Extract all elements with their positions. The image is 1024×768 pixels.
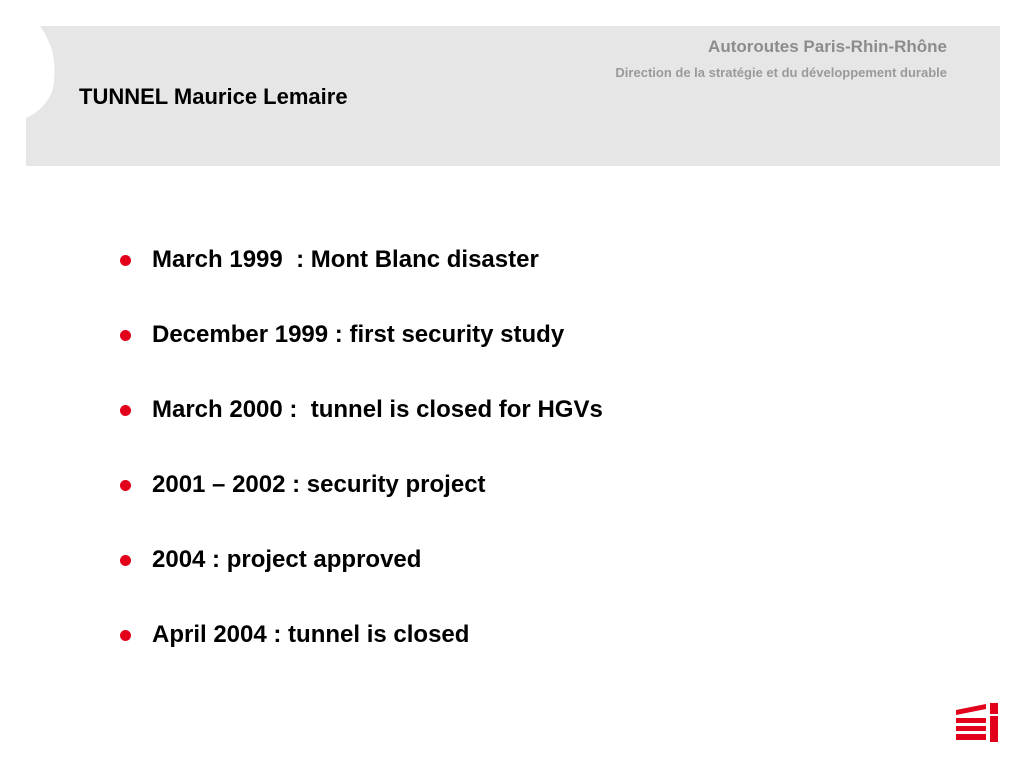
bullet-item: [120, 468, 603, 543]
red-dot-icon: [120, 330, 131, 341]
red-dot-icon: [120, 630, 131, 641]
slide-title: TUNNEL Maurice Lemaire: [79, 84, 348, 109]
bullet-item: [120, 243, 603, 318]
department-name: Direction de la stratégie et du développement durable: [615, 65, 947, 80]
bullet-item: [120, 543, 603, 618]
bullet-text: December 1999 : first security study: [152, 321, 565, 348]
bullet-text: March 2000 : tunnel is closed for HGVs: [152, 396, 603, 423]
bullet-text: March 1999 : Mont Blanc disaster: [152, 246, 539, 273]
bullet-item: [120, 618, 603, 693]
header-band: [0, 0, 1024, 170]
bullet-list: [120, 243, 603, 693]
red-dot-icon: [120, 555, 131, 566]
bullet-item: [120, 318, 603, 393]
bullet-text: 2001 – 2002 : security project: [152, 471, 486, 498]
red-dot-icon: [120, 255, 131, 266]
red-dot-icon: [120, 405, 131, 416]
company-name: Autoroutes Paris-Rhin-Rhône: [708, 37, 947, 56]
bullet-text: 2004 : project approved: [152, 546, 422, 573]
bullet-text: April 2004 : tunnel is closed: [152, 621, 470, 648]
bullet-item: [120, 393, 603, 468]
aprr-logo-icon: [952, 700, 1002, 746]
red-dot-icon: [120, 480, 131, 491]
